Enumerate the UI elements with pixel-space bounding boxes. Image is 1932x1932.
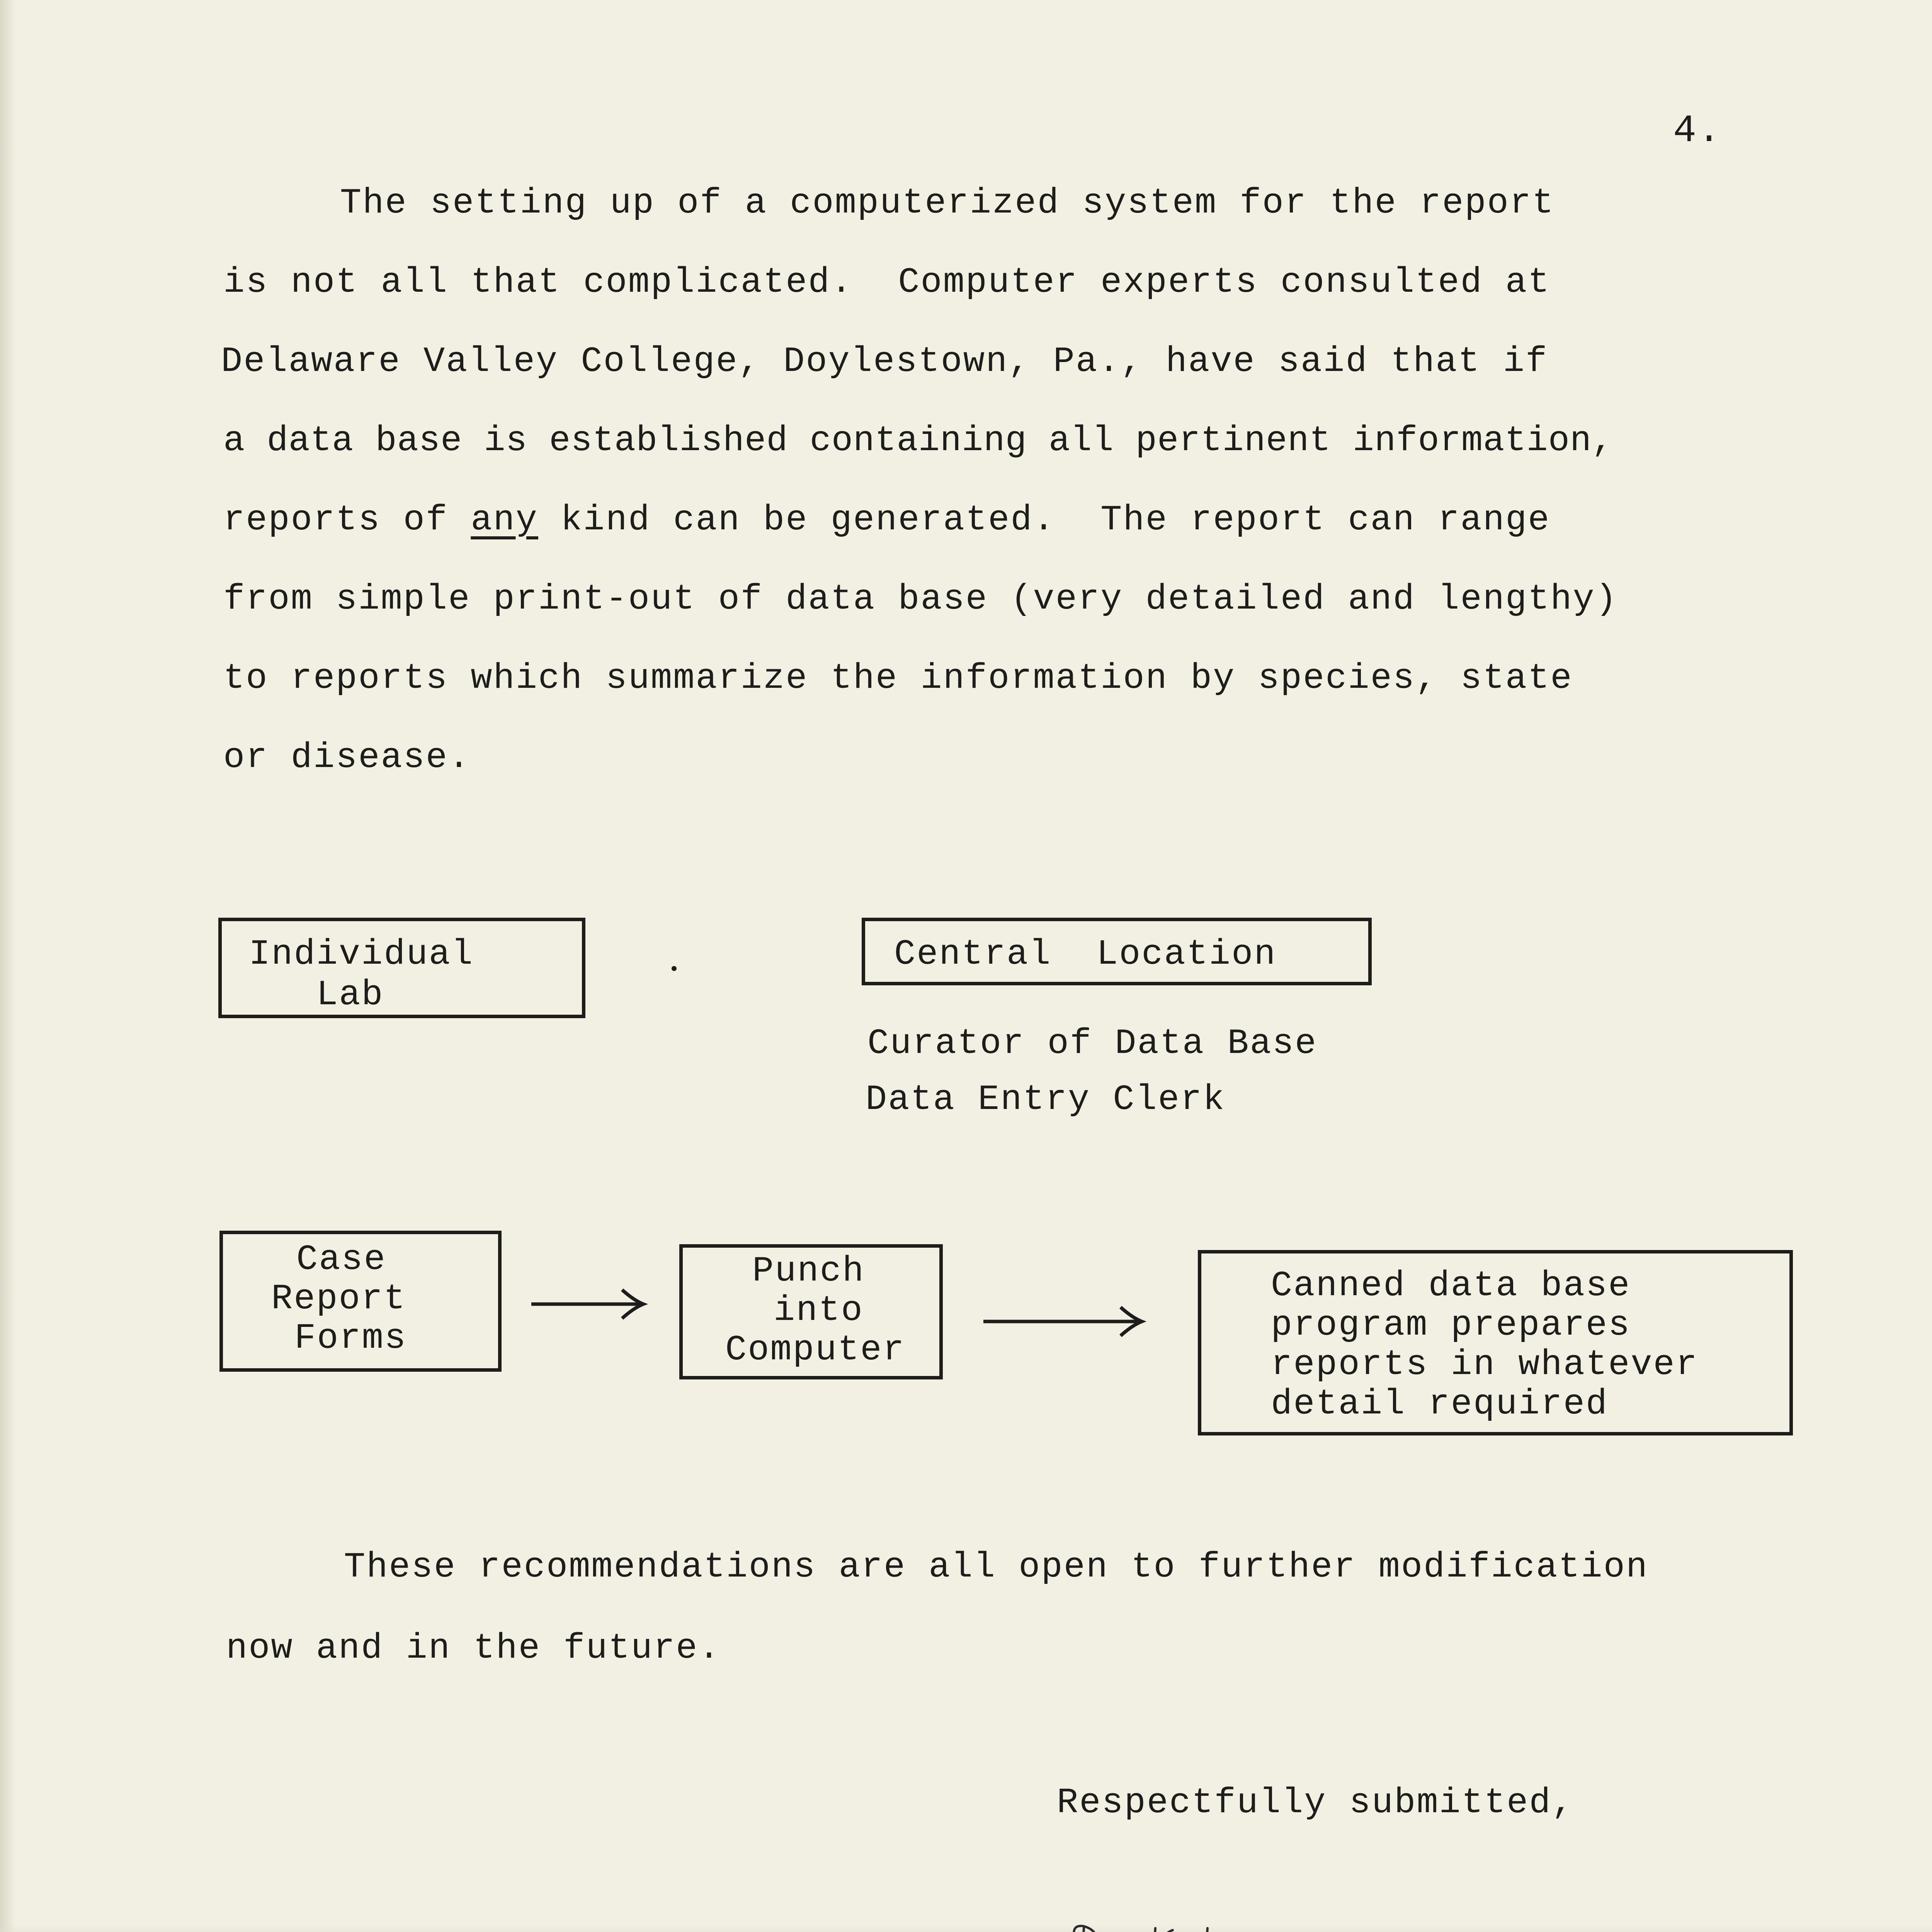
- underlined-any: any: [471, 500, 538, 540]
- canned-line1: Canned data base: [1271, 1265, 1631, 1306]
- arrow-right-icon: [981, 1304, 1148, 1339]
- case-report-forms-line3: Forms: [294, 1318, 407, 1359]
- individual-lab-box: [218, 918, 585, 1018]
- paragraph1-line4: a data base is established containing all pertinent information,: [223, 420, 1614, 461]
- stray-dot: [672, 966, 677, 971]
- central-role-curator: Curator of Data Base: [867, 1023, 1318, 1064]
- arrow-right-icon: [529, 1287, 649, 1321]
- case-report-forms-box: [219, 1231, 502, 1372]
- paragraph1-line1: The setting up of a computerized system for the report: [340, 183, 1555, 223]
- paragraph1-line7: to reports which summarize the information by species, state: [223, 658, 1573, 699]
- signature-image: [1066, 1917, 1337, 1932]
- canned-line4: detail required: [1271, 1384, 1609, 1424]
- individual-lab-line1: Individual: [249, 934, 474, 975]
- punch-line3: Computer: [725, 1330, 905, 1370]
- canned-program-box: [1198, 1250, 1793, 1435]
- page-edge-shadow: [0, 0, 15, 1932]
- punch-into-computer-box: [679, 1244, 943, 1379]
- paragraph1-line2: is not all that complicated. Computer experts consulted at: [223, 262, 1551, 303]
- case-report-forms-line1: Case: [296, 1239, 386, 1280]
- page-number: 4.: [1673, 109, 1722, 153]
- line5-before: reports of: [223, 500, 471, 540]
- individual-lab-line2: Lab: [316, 975, 384, 1015]
- paragraph2-line1: These recommendations are all open to further modification: [344, 1547, 1649, 1587]
- paper-fold-crease: [0, 1924, 1932, 1932]
- line5-after: kind can be generated. The report can range: [538, 500, 1551, 540]
- paragraph1-line5: [223, 502, 1550, 538]
- punch-line1: Punch: [752, 1251, 865, 1291]
- paragraph1-line3: Delaware Valley College, Doylestown, Pa., have said that if: [221, 341, 1548, 382]
- closing-line: Respectfully submitted,: [1057, 1782, 1574, 1823]
- case-report-forms-line2: Report: [271, 1279, 406, 1319]
- central-location-box: [862, 918, 1372, 985]
- paragraph1-line8: or disease.: [223, 737, 471, 778]
- central-location-label: Central Location: [894, 934, 1277, 975]
- central-role-clerk: Data Entry Clerk: [866, 1079, 1226, 1120]
- punch-line2: into: [774, 1290, 864, 1331]
- paragraph2-line2: now and in the future.: [226, 1628, 721, 1668]
- canned-line2: program prepares: [1271, 1305, 1631, 1345]
- canned-line3: reports in whatever: [1271, 1344, 1698, 1385]
- paragraph1-line6: from simple print-out of data base (very detailed and lengthy): [223, 579, 1618, 619]
